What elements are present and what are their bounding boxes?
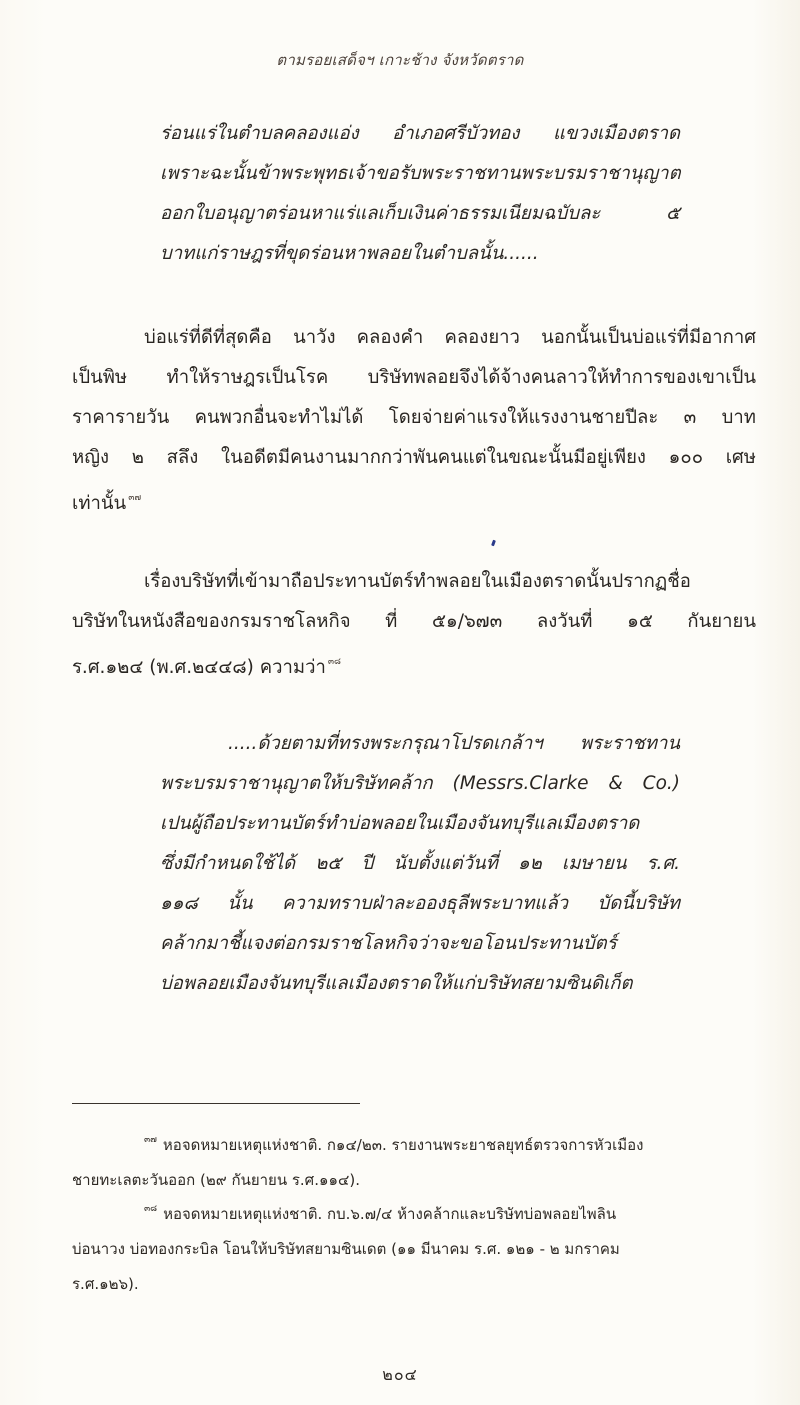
quote2-line: บ่อพลอยเมืองจันทบุรีแลเมืองตราดให้แก่บริษัทสยามซินดิเก็ต xyxy=(160,973,633,994)
ink-dot xyxy=(491,540,496,547)
footnote-mark: ๓๗ xyxy=(144,1135,157,1145)
para1-line: เท่านั้น xyxy=(72,493,127,514)
quote-block-1 xyxy=(160,114,680,274)
quote2-line: ซึ่งมีกำหนดใช้ได้ ๒๕ ปี นับตั้งแต่วันที่ ๑๒ เมษายน ร.ศ. xyxy=(160,853,680,874)
footnote-text: หอจดหมายเหตุแห่งชาติ. ก๑๔/๒๓. รายงานพระยาชลยุทธ์ตรวจการหัวเมือง xyxy=(162,1136,644,1154)
para1-line: บ่อแร่ที่ดีที่สุดคือ นาวัง คลองคำ คลองยาว นอกนั้นเป็นบ่อแร่ที่มีอากาศ xyxy=(144,327,756,348)
quote1-line: ร่อนแร่ในตำบลคลองแอ่ง อำเภอศรีบัวทอง แขวงเมืองตราด xyxy=(160,123,680,144)
paragraph-1 xyxy=(72,318,756,524)
quote1-line: บาทแก่ราษฎรที่ขุดร่อนหาพลอยในตำบลนั้น...... xyxy=(160,243,539,264)
quote2-line: .....ด้วยตามที่ทรงพระกรุณาโปรดเกล้าฯ พระราชทาน xyxy=(228,733,680,754)
para1-line: ราคารายวัน คนพวกอื่นจะทำไม่ได้ โดยจ่ายค่าแรงให้แรงงานชายปีละ ๓ บาท xyxy=(72,407,756,428)
quote1-line: เพราะฉะนั้นข้าพระพุทธเจ้าขอรับพระราชทานพระบรมราชานุญาต xyxy=(160,163,681,184)
para1-line: หญิง ๒ สลึง ในอดีตมีคนงานมากกว่าพันคนแต่ในขณะนั้นมีอยู่เพียง ๑๐๐ เศษ xyxy=(72,447,756,468)
paragraph-2 xyxy=(72,562,756,688)
quote1-line: ออกใบอนุญาตร่อนหาแร่แลเก็บเงินค่าธรรมเนียมฉบับละ ๕ xyxy=(160,203,680,224)
footnote-line xyxy=(72,1192,756,1232)
footnote-mark: ๓๘ xyxy=(144,1204,158,1214)
quote-block-2 xyxy=(160,724,680,1004)
footnote-line xyxy=(72,1123,756,1163)
para2-line: เรื่องบริษัทที่เข้ามาถือประทานบัตร์ทำพลอยในเมืองตราดนั้นปรากฏชื่อ xyxy=(144,571,691,592)
para2-line: ร.ศ.๑๒๔ (พ.ศ.๒๔๔๘) ความว่า xyxy=(72,657,326,678)
quote2-line: พระบรมราชานุญาตให้บริษัทคล้าก (Messrs.Clarke & Co.) xyxy=(160,773,680,794)
quote2-line: เปนผู้ถือประทานบัตร์ทำบ่อพลอยในเมืองจันทบุรีแลเมืองตราด xyxy=(160,813,640,834)
para2-line: บริษัทในหนังสือของกรมราชโลหกิจ ที่ ๕๑/๖๗๓ ลงวันที่ ๑๕ กันยายน xyxy=(72,611,756,632)
running-head: ตามรอยเสด็จฯ เกาะช้าง จังหวัดตราด xyxy=(276,51,524,69)
footnote-37 xyxy=(72,1123,756,1198)
footnote-divider xyxy=(72,1103,360,1104)
para2-last-line xyxy=(72,642,756,688)
page-number: ๒๐๔ xyxy=(382,1365,418,1384)
quote2-line: ๑๑๘ นั้น ความทราบฝ่าละอองธุลีพระบาทแล้ว บัดนี้บริษัท xyxy=(160,893,680,914)
footnote-line: บ่อนาวง บ่อทองกระบิล โอนให้บริษัทสยามซินเดต (๑๑ มีนาคม ร.ศ. ๑๒๑ - ๒ มกราคม xyxy=(72,1240,620,1258)
footnote-ref-38[interactable]: ๓๘ xyxy=(327,657,341,667)
footnote-line: ชายทะเลตะวันออก (๒๙ กันยายน ร.ศ.๑๑๔). xyxy=(72,1171,360,1189)
footnote-line: ร.ศ.๑๒๖). xyxy=(72,1275,139,1293)
footnote-38 xyxy=(72,1192,756,1302)
quote2-line: คล้ากมาชี้แจงต่อกรมราชโลหกิจว่าจะขอโอนประทานบัตร์ xyxy=(160,933,617,954)
para1-last-line xyxy=(72,478,756,524)
para1-line: เป็นพิษ ทำให้ราษฎรเป็นโรค บริษัทพลอยจึงได้จ้างคนลาวให้ทำการของเขาเป็น xyxy=(72,367,756,388)
footnote-ref-37[interactable]: ๓๗ xyxy=(128,493,142,503)
footnote-text: หอจดหมายเหตุแห่งชาติ. กบ.๖.๗/๔ ห้างคล้ากและบริษัทบ่อพลอยไพลิน xyxy=(163,1205,617,1223)
